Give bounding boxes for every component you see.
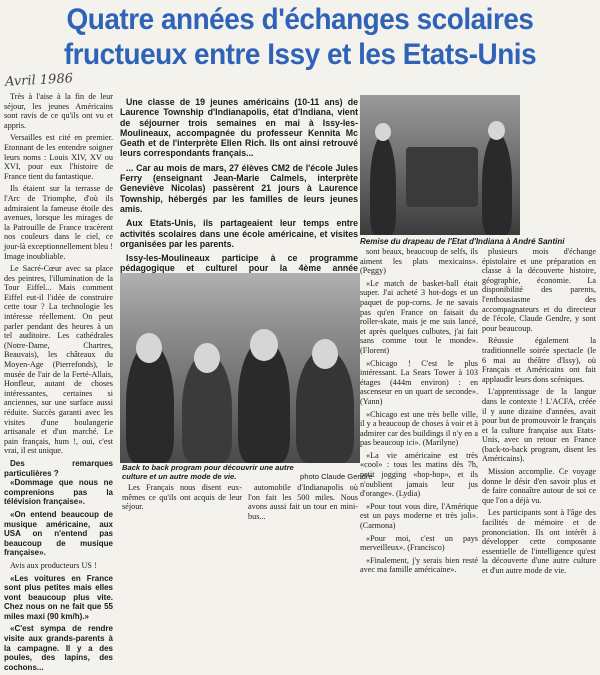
left-column <box>4 92 113 675</box>
person-face <box>312 339 338 369</box>
students-photo <box>120 273 360 463</box>
left-paragraph: Versailles est cité en premier. Etonnant de les entendre soigner leurs noms : Louis XIV, XV ou XVI, pour eux l'histoire de France tient du fantastique. <box>4 133 113 181</box>
left-question: Des remarques particulières ? <box>4 458 113 478</box>
person-face <box>375 123 391 141</box>
bottom-middle-column <box>248 483 358 524</box>
lead-paragraph: ... Car au mois de mars, 27 élèves CM2 de l'école Jules Ferry (enseignant Jean-Marie Calmels, interprète Geneviève Nicolas) passèrent 21 jours à Laurence Township, hébergés par les familles de leurs jeunes amis. <box>120 162 358 214</box>
left-paragraph: Le Sacré-Cœur avec sa place des peintres, l'illumination de la Tour Eiffel... Mais comment Eiffel eut-il l'idée de construire cette tour ? La technologie les intéresse réellement. On peut parler pendant des heures à un tel auditoire. Les cathédrales (Notre-Dame, Chartres, Beauvais), les châteaux du Moyen-Age (Pierrefonds), le musée de l'air de la Ferté-Allais, Honfleur, autant de choses intéressantes, certaines si anciennes, sur une surface aussi réduite. Succès garanti avec les visites d'une boulangerie artisanale et d'un marché. Le pain français, hum !, oui, c'est vrai, il est unique. <box>4 264 113 456</box>
flag-shape <box>406 147 478 207</box>
right-paragraph: Réussie également la traditionnelle soirée spectacle (le 6 mai au théâtre d'Issy), où Français et Américains ont fait applaudir leurs dons scéniques. <box>482 336 596 384</box>
left-paragraph: Très à l'aise à la fin de leur séjour, les jeunes Américains sont ravis de ce qu'ils ont vu et appris. <box>4 92 113 130</box>
middle-paragraph: «Chicago ! C'est le plus intéressant. La Sears Tower à 103 étages (444m environ) : en ascenseur en un quart de seconde». (Yann) <box>360 358 478 406</box>
headline-line-1: Quatre années d'échanges scolaires <box>66 3 534 36</box>
left-quote: «On entend beaucoup de musique américaine, aux USA on n'entend pas beaucoup de musique française». <box>4 509 113 558</box>
right-column <box>482 247 596 579</box>
middle-paragraph: «Le match de basket-ball était super. J'ai acheté 3 hot-dogs et un paquet de pop-corns. Je ne savais pas qu'en France on faisait du roller-skate, mais je me suis lancé, et après quelques culbutes, j'ai fait sans comme tout le monde». (Florent) <box>360 278 478 355</box>
middle-paragraph: «Finalement, j'y serais bien resté avec ma famille américaine». <box>360 555 478 575</box>
left-quote: «Les voitures en France sont plus petites mais elles vont beaucoup plus vite. Chez nous on ne fait que 55 miles maxi (90 km/h).» <box>4 573 113 621</box>
middle-paragraph: «Chicago est une très belle ville, il y a beaucoup de choses à voir et à admirer car des buildings il n'y en a pas beaucoup ici». (Marilyne) <box>360 409 478 448</box>
headline-line-2: fructueux entre Issy et les Etats-Unis <box>63 38 537 71</box>
left-quote: «C'est sympa de rendre visite aux grands-parents à la campagne. Il y a des poules, des lapins, des cochons... <box>4 624 113 672</box>
lead-paragraph: Issy-les-Moulineaux participe à ce programme pédagogique et culturel pour la 4ème année <box>120 253 358 274</box>
right-paragraph: Mission accomplie. Ce voyage donne le désir d'en savoir plus et de faire connaître autour de soi ce que l'on a déjà vu. <box>482 467 596 505</box>
bottom-middle-paragraph: automobile d'Indianapolis où l'on fait les 500 miles. Nous avons aussi fait un tour en mini-bus... <box>248 483 358 521</box>
left-paragraph: Ils étaient sur la terrasse de l'Arc de Triomphe, d'où ils admiraient la fameuse étoile des avenues, lorsque les mirages de la Patrouille de France tracèrent nos couleurs dans le ciel, ce jour-là exceptionnellement bleu ! Image inoubliable. <box>4 184 113 261</box>
middle-paragraph: sont beaux, beaucoup de selfs, ils aiment les plats mexicains». (Peggy) <box>360 247 478 276</box>
middle-paragraph: «La vie américaine est très «cool» : tous les matins dès 7h, petit jogging «hop-hop», et ils n'oublient jamais leur jus d'orange». (Lydia) <box>360 450 478 499</box>
handwritten-date: Avril 1986 <box>4 71 74 90</box>
person-figure <box>482 133 512 235</box>
bottom-column <box>122 483 242 515</box>
lead-paragraph: Aux Etats-Unis, ils partageaient leur temps entre activités scolaires dans une école américaine, et visites organisées par les parents. <box>120 218 358 249</box>
photo-credit: photo Claude Gendre <box>300 472 373 481</box>
bottom-paragraph: Les Français nous disent eux-mêmes ce qu'ils ont acquis de leur séjour. <box>122 483 242 512</box>
person-figure <box>370 135 396 235</box>
person-face <box>194 343 220 373</box>
middle-paragraph: «Pour moi, c'est un pays merveilleux». (Francisco) <box>360 533 478 553</box>
middle-column <box>360 247 478 578</box>
person-face <box>250 329 278 361</box>
right-paragraph: L'apprentissage de la langue dans le contexte ! L'ACFA, créée il y aune dizaine d'années, avait pour but de promouvoir le français et la culture française aux Etats-Unis, avec un retour en France (back-to-back program, disent les Américains). <box>482 387 596 464</box>
photo-caption-1: Remise du drapeau de l'Etat d'Indiana à André Santini <box>360 237 565 246</box>
lead-paragraph: Une classe de 19 jeunes américains (10-11 ans) de Laurence Township d'Indianapolis, état d'Indiana, vient de séjourner trois semaines en mai à Issy-les-Moulineaux, accompagnée du professeur Kennita Mc Geath et de l'interprète Ellen Rich. Ils ont ainsi retrouvé leurs correspondants français... <box>120 97 358 159</box>
person-face <box>136 333 162 363</box>
right-paragraph: Les participants sont à l'âge des facilités de mémoire et de prononciation. Ils ont intérêt à développer cette composante essentielle de l'intelligence qu'est la découverte d'une autre culture et d'un autre mode de vie. <box>482 508 596 575</box>
left-quote: Avis aux producteurs US ! <box>10 560 97 570</box>
right-paragraph: plusieurs mois d'échange épistolaire et une préparation en classe à la découverte histoire, géographie, économie. La disponibilité des parents, l'enthousiasme des accompagnateurs et du directeur de l'école, Claude Gendre, y sont pour beaucoup. <box>482 247 596 333</box>
person-face <box>488 121 505 140</box>
middle-paragraph: «Pour tout vous dire, l'Amérique est un pays moderne et très joli». (Carmona) <box>360 501 478 531</box>
photo-caption-2: Back to back program pour découvrir une autre culture et un autre mode de vie. <box>122 463 294 481</box>
flag-ceremony-photo <box>360 95 520 235</box>
left-quote: «Dommage que nous ne comprenions pas la télévision française». <box>4 478 113 507</box>
